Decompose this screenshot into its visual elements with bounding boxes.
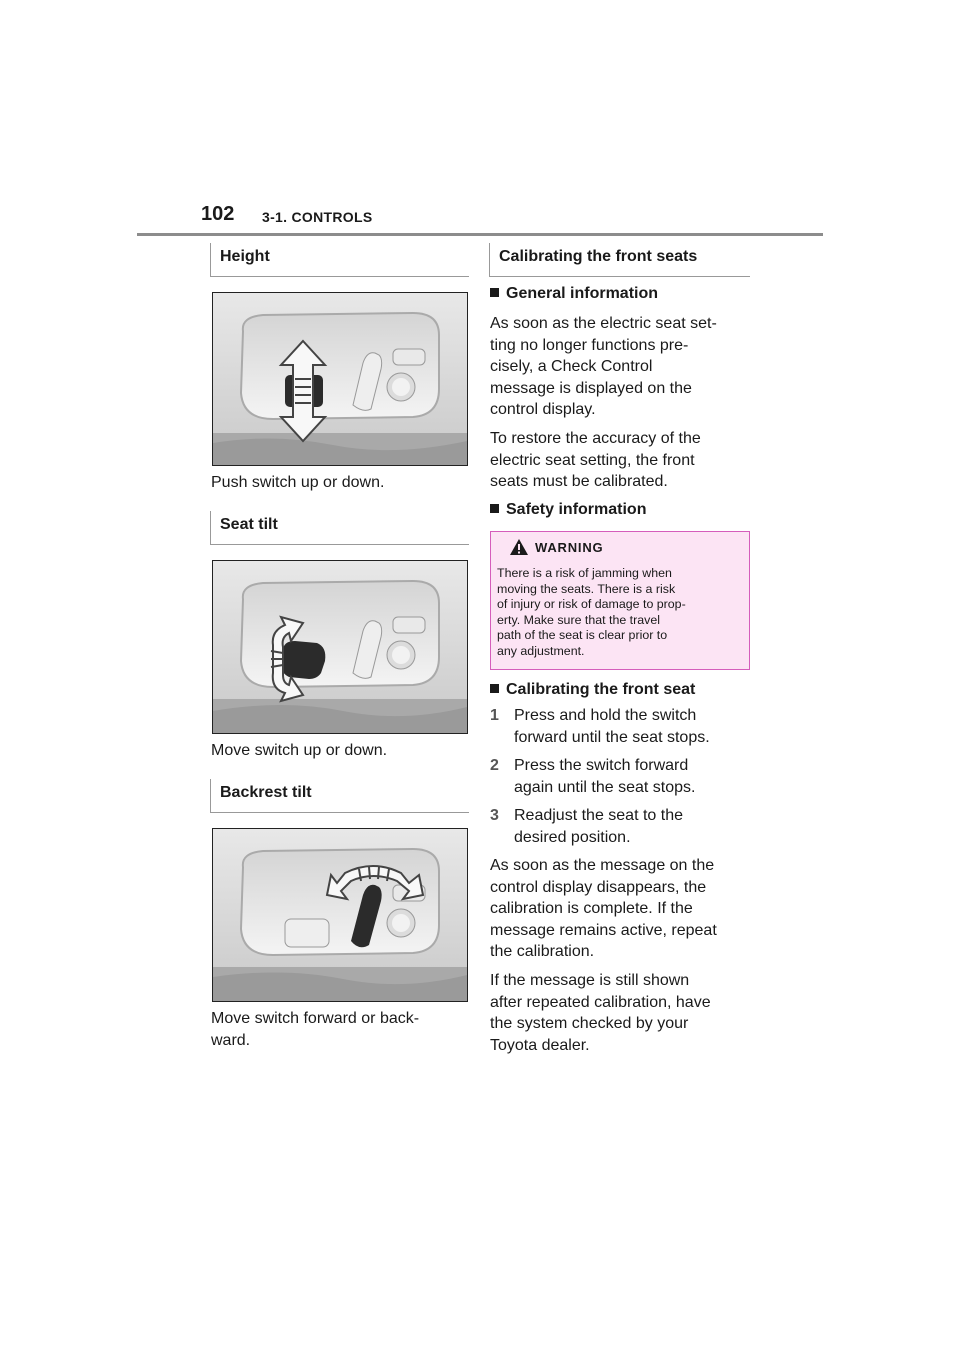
- general-p2-line-3: seats must be calibrated.: [490, 473, 668, 490]
- warning-line-3: of injury or risk of damage to prop-: [497, 597, 686, 611]
- safety-information-heading-text: Safety information: [506, 501, 647, 518]
- calib-p1-line-5: the calibration.: [490, 943, 595, 960]
- step-1-line-2: forward until the seat stops.: [514, 728, 710, 746]
- general-p2-line-1: To restore the accuracy of the: [490, 430, 701, 447]
- step-1-text: [514, 705, 754, 748]
- warning-box: [490, 531, 750, 670]
- warning-triangle-icon: [509, 538, 529, 556]
- square-bullet-icon: [490, 504, 499, 513]
- square-bullet-icon: [490, 684, 499, 693]
- calib-p1-line-3: calibration is complete. If the: [490, 900, 693, 917]
- calib-p1-line-4: message remains active, repeat: [490, 921, 717, 939]
- calibrating-front-seat-heading-text: Calibrating the front seat: [506, 681, 696, 698]
- step-1-line-1: Press and hold the switch: [514, 707, 697, 724]
- step-3-line-2: desired position.: [514, 828, 631, 846]
- general-p1-line-5: control display.: [490, 401, 596, 418]
- calib-p1-line-2: control display disappears, the: [490, 878, 707, 896]
- calib-p2-line-1: If the message is still shown: [490, 972, 690, 989]
- height-heading-text: Height: [220, 248, 270, 265]
- calibration-paragraph-1: [490, 855, 755, 963]
- calib-p2-line-3: the system checked by your: [490, 1015, 689, 1032]
- section-label: 3-1. CONTROLS: [262, 209, 373, 225]
- step-3-text: [514, 805, 754, 848]
- page-number: 102: [201, 203, 235, 225]
- header-rule: [137, 233, 823, 236]
- general-p1-line-1: As soon as the electric seat set-: [490, 315, 717, 332]
- calibrating-front-seat-heading: [490, 681, 695, 699]
- step-2-line-1: Press the switch forward: [514, 757, 689, 774]
- seat-tilt-caption: Move switch up or down.: [211, 742, 388, 759]
- step-2-text: [514, 755, 754, 798]
- step-2-number: 2: [490, 757, 499, 774]
- warning-line-2: moving the seats. There is a risk: [497, 581, 676, 596]
- backrest-tilt-switch-photo: [212, 828, 468, 1002]
- warning-line-1: There is a risk of jamming when: [497, 566, 672, 580]
- height-switch-photo: [212, 292, 468, 466]
- warning-line-5: path of the seat is clear prior to: [497, 628, 668, 642]
- step-1-number: 1: [490, 707, 499, 724]
- general-paragraph-2: [490, 428, 755, 493]
- calib-p2-line-2: after repeated calibration, have: [490, 993, 711, 1011]
- calibration-paragraph-2: [490, 970, 755, 1056]
- warning-title: WARNING: [535, 540, 604, 555]
- backrest-tilt-caption-line-1: Move switch forward or back-: [211, 1010, 420, 1027]
- general-p1-line-3: cisely, a Check Control: [490, 358, 653, 375]
- seat-tilt-heading: [210, 511, 469, 545]
- general-information-heading: [490, 285, 658, 303]
- height-heading: [210, 243, 469, 277]
- height-caption: Push switch up or down.: [211, 474, 385, 491]
- calib-p2-line-4: Toyota dealer.: [490, 1036, 590, 1054]
- seat-tilt-switch-photo: [212, 560, 468, 734]
- step-2-line-2: again until the seat stops.: [514, 778, 696, 796]
- safety-information-heading: [490, 501, 646, 519]
- general-p1-line-4: message is displayed on the: [490, 379, 692, 397]
- warning-text: [497, 566, 743, 659]
- backrest-tilt-caption: [211, 1008, 419, 1051]
- square-bullet-icon: [490, 288, 499, 297]
- general-p1-line-2: ting no longer functions pre-: [490, 336, 689, 354]
- warning-line-6: any adjustment.: [497, 643, 585, 658]
- seat-tilt-heading-text: Seat tilt: [220, 516, 278, 533]
- backrest-tilt-heading: [210, 779, 469, 813]
- general-paragraph-1: [490, 313, 755, 421]
- warning-line-4: erty. Make sure that the travel: [497, 612, 660, 627]
- general-information-heading-text: General information: [506, 285, 659, 302]
- step-3-number: 3: [490, 807, 499, 824]
- general-p2-line-2: electric seat setting, the front: [490, 451, 695, 469]
- calib-p1-line-1: As soon as the message on the: [490, 857, 715, 874]
- backrest-tilt-caption-line-2: ward.: [211, 1031, 251, 1049]
- calibrating-front-seats-heading-text: Calibrating the front seats: [499, 248, 698, 265]
- step-3-line-1: Readjust the seat to the: [514, 807, 683, 824]
- calibrating-front-seats-heading: [489, 243, 750, 277]
- backrest-tilt-heading-text: Backrest tilt: [220, 784, 312, 801]
